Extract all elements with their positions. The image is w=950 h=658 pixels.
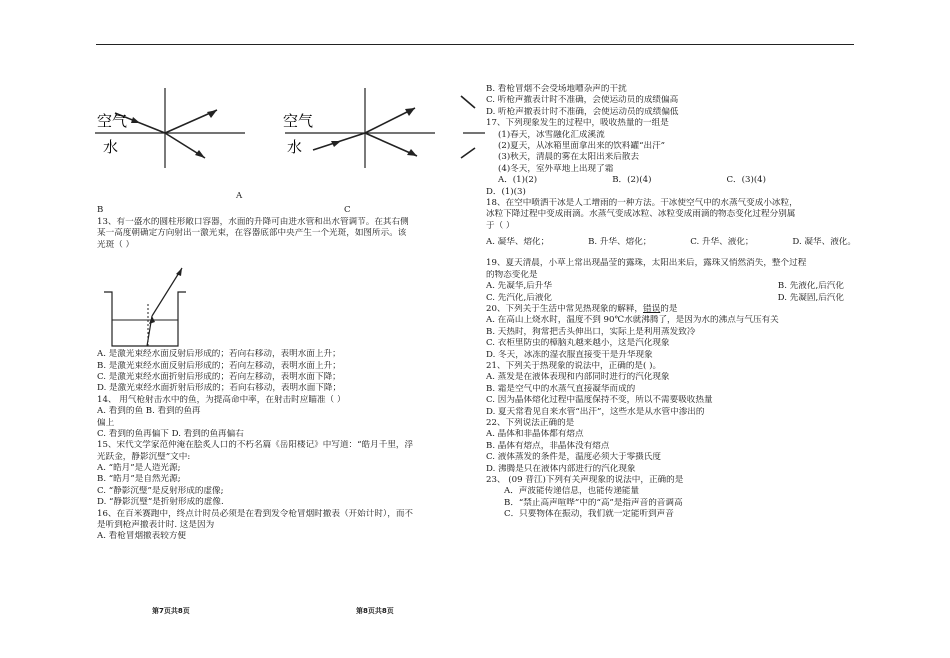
- q21-stem: 21、下列关于热现象的说法中，正确的是( )。: [486, 360, 662, 371]
- diagram-label-a: A: [236, 191, 243, 201]
- q18-option-b: B. 升华、熔化；: [588, 237, 652, 248]
- q15-option-b: B. “皓月”是自然光源;: [97, 474, 181, 485]
- q19-options-row-1: [486, 281, 856, 292]
- q16-stem-2: 是听到枪声撤表计时. 这是因为: [97, 520, 215, 531]
- q17-option-d: D．(1)(3): [486, 186, 526, 197]
- q20-option-d: D. 冬天，冰冻的湿衣服直接变干是升华现象: [486, 349, 653, 360]
- q18-option-a: A. 凝华、熔化；: [486, 237, 550, 248]
- q16-option-d: D. 听枪声撤表计时不准确，会使运动员的成绩偏低: [486, 106, 679, 117]
- air-label-c: 空气: [283, 112, 314, 130]
- q17-option-c: C．(3)(4): [726, 175, 766, 186]
- header-rule: [96, 44, 854, 45]
- q18-stem-3: 于（ ）: [486, 220, 515, 231]
- diagram-c: [283, 88, 435, 168]
- q14-options-cd: C. 看到的鱼再偏下 D. 看到的鱼再偏右: [97, 428, 244, 439]
- diagram-a: [95, 88, 245, 168]
- q16-option-c: C. 听枪声撤表计时不准确，会使运动员的成绩偏高: [486, 95, 679, 106]
- q19-option-d: D. 先凝固,后汽化: [777, 292, 844, 303]
- q20-stem-emphasis: 错误: [643, 304, 661, 315]
- water-label-a: 水: [103, 138, 119, 156]
- q15-stem-2: 光跃金，静影沉璧”文中:: [97, 451, 191, 462]
- q13-line-2: 某一高度朝确定方向射出一激光束，在容器底部中央产生一个光斑，如图所示。该: [97, 228, 407, 239]
- footer-page-left: 第7页共8页: [152, 607, 190, 615]
- q23-option-b: B．“禁止高声喧哗”中的“高”是指声音的音调高: [504, 497, 683, 508]
- q15-option-d: D. “静影沉璧”是折射形成的虚像.: [97, 497, 224, 508]
- q20-option-c: C. 衣柜里防虫的樟脑丸越来越小，这是汽化现象: [486, 338, 670, 349]
- q18-options-row: [486, 237, 856, 248]
- diagram-label-c: C: [344, 205, 351, 215]
- q19-options-row-2: [486, 293, 856, 304]
- q22-option-d: D. 沸腾是只在液体内部进行的汽化现象: [486, 463, 636, 474]
- q16-option-a: A. 看枪冒烟撤表较方便: [97, 531, 187, 542]
- q15-option-a: A. “皓月”是人造光源;: [97, 463, 181, 474]
- q17-item-3: (3)秋天，清晨的雾在太阳出来后散去: [498, 152, 640, 163]
- q22-option-a: A. 晶体和非晶体都有熔点: [486, 429, 584, 440]
- right-column: [486, 84, 856, 520]
- q17-item-4: (4)冬天，室外草地上出现了霜: [498, 163, 614, 174]
- q23-option-a: A．声波能传递信息，也能传递能量: [504, 486, 640, 497]
- q18-stem-1: 18、在空中喷洒干冰是人工增雨的一种方法。干冰使空气中的水蒸气变成小冰粒，: [486, 197, 798, 208]
- q16-stem-1: 16、在百米赛跑中，终点计时员必须是在看到发令枪冒烟时撤表（开始计时），而不: [97, 508, 414, 519]
- q13-line-3: 光斑（ ）: [97, 239, 135, 250]
- q14-stem: 14、 用气枪射击水中的鱼，为提高命中率，在射击时应瞄准（ ）: [97, 394, 346, 405]
- air-label-a: 空气: [97, 112, 128, 130]
- diagram-label-b: B: [97, 205, 104, 215]
- q22-option-c: C. 液体蒸发的条件是，温度必须大于零摄氏度: [486, 452, 662, 463]
- q16-option-b: B. 看枪冒烟不会受场地嘈杂声的干扰: [486, 84, 627, 94]
- q19-option-b: B. 先液化,后汽化: [777, 281, 844, 292]
- q22-option-b: B. 晶体有熔点，非晶体没有熔点: [486, 440, 610, 451]
- q13-option-b: B. 是激光束经水面反射后形成的；若向左移动，表明水面上升；: [97, 360, 341, 371]
- q20-stem-prefix: 20、下列关于生活中常见热现象的解释，: [486, 304, 644, 315]
- q17-options-row: [486, 175, 856, 186]
- q19-stem-1: 19、夏天清晨，小草上常出现晶莹的露珠，太阳出来后，露珠又悄然消失，整个过程: [486, 258, 807, 269]
- q17-item-1: (1)春天，冰雪融化汇成溪流: [498, 129, 605, 140]
- q20-option-b: B. 天热时，狗常把舌头伸出口，实际上是利用蒸发致冷: [486, 326, 696, 337]
- q15-stem-1: 15、宋代文学家范仲淹在脍炙人口的不朽名篇《岳阳楼记》中写道：“皓月千里，浮: [97, 440, 414, 451]
- q21-option-c: C. 因为晶体熔化过程中温度保持不变，所以不需要吸收热量: [486, 395, 713, 406]
- q13-spacer: [97, 251, 467, 349]
- q18-option-d: D. 凝华、液化。: [792, 237, 856, 248]
- q19-option-a: A. 先凝华,后升华: [486, 281, 552, 292]
- q18-option-c: C. 升华、液化；: [690, 237, 754, 248]
- q13-line-1: 13、有一盛水的圆柱形敞口容器，水面的升降可由进水管和出水管调节。在其右侧: [97, 217, 409, 227]
- q13-option-c: C. 是激光束经水面折射后形成的；若向左移动，表明水面下降；: [97, 371, 341, 382]
- q22-stem: 22、下列说法正确的是: [486, 417, 575, 428]
- q23-option-c: C．只要物体在振动，我们就一定能听到声音: [504, 509, 674, 520]
- water-label-c: 水: [287, 138, 303, 156]
- q20-stem-suffix: 的是: [660, 304, 678, 315]
- q14-options-ab: A. 看到的鱼 B. 看到的鱼再: [97, 406, 201, 417]
- q13-option-d: D. 是激光束经水面折射后形成的；若向右移动，表明水面下降；: [97, 383, 342, 394]
- q13-option-a: A. 是激光束经水面反射后形成的；若向右移动，表明水面上升；: [97, 349, 341, 360]
- optics-diagrams: [95, 88, 485, 178]
- q21-option-b: B. 霜是空气中的水蒸气直接凝华而成的: [486, 383, 636, 394]
- q20-option-a: A. 在高山上烧水时，温度不到 90℃水就沸腾了，是因为水的沸点与气压有关: [486, 315, 779, 326]
- q17-option-a: A．(1)(2): [498, 175, 538, 186]
- q19-stem-2: 的物态变化是: [486, 269, 538, 280]
- q17-item-2: (2)夏天，从冰箱里面拿出来的饮料罐“出汗”: [498, 140, 666, 151]
- q19-option-c: C. 先汽化,后液化: [486, 292, 553, 303]
- left-column: [97, 217, 467, 543]
- q21-option-a: A. 蒸发是在液体表现和内部同时进行的汽化现象: [486, 372, 670, 383]
- q21-option-d: D. 夏天常看见自来水管“出汗”，这些水是从水管中渗出的: [486, 406, 705, 417]
- q20-stem: [486, 304, 856, 315]
- footer-page-right: 第8页共8页: [356, 607, 394, 615]
- q18-stem-2: 冰粒下降过程中变成雨滴。水蒸气变成冰粒、冰粒变成雨滴的物态变化过程分别属: [486, 209, 796, 220]
- q23-stem: 23、 (09 晋江)下列有关声现象的说法中，正确的是: [486, 474, 684, 485]
- q17-stem: 17、下列现象发生的过程中，吸收热量的一组是: [486, 118, 669, 129]
- q14-options-ab-wrap: 偏上: [97, 417, 115, 428]
- q17-option-b: B．(2)(4): [612, 175, 652, 186]
- q15-option-c: C. “静影沉璧”是反射形成的虚像;: [97, 485, 224, 496]
- diagram-d-partial: [461, 96, 485, 158]
